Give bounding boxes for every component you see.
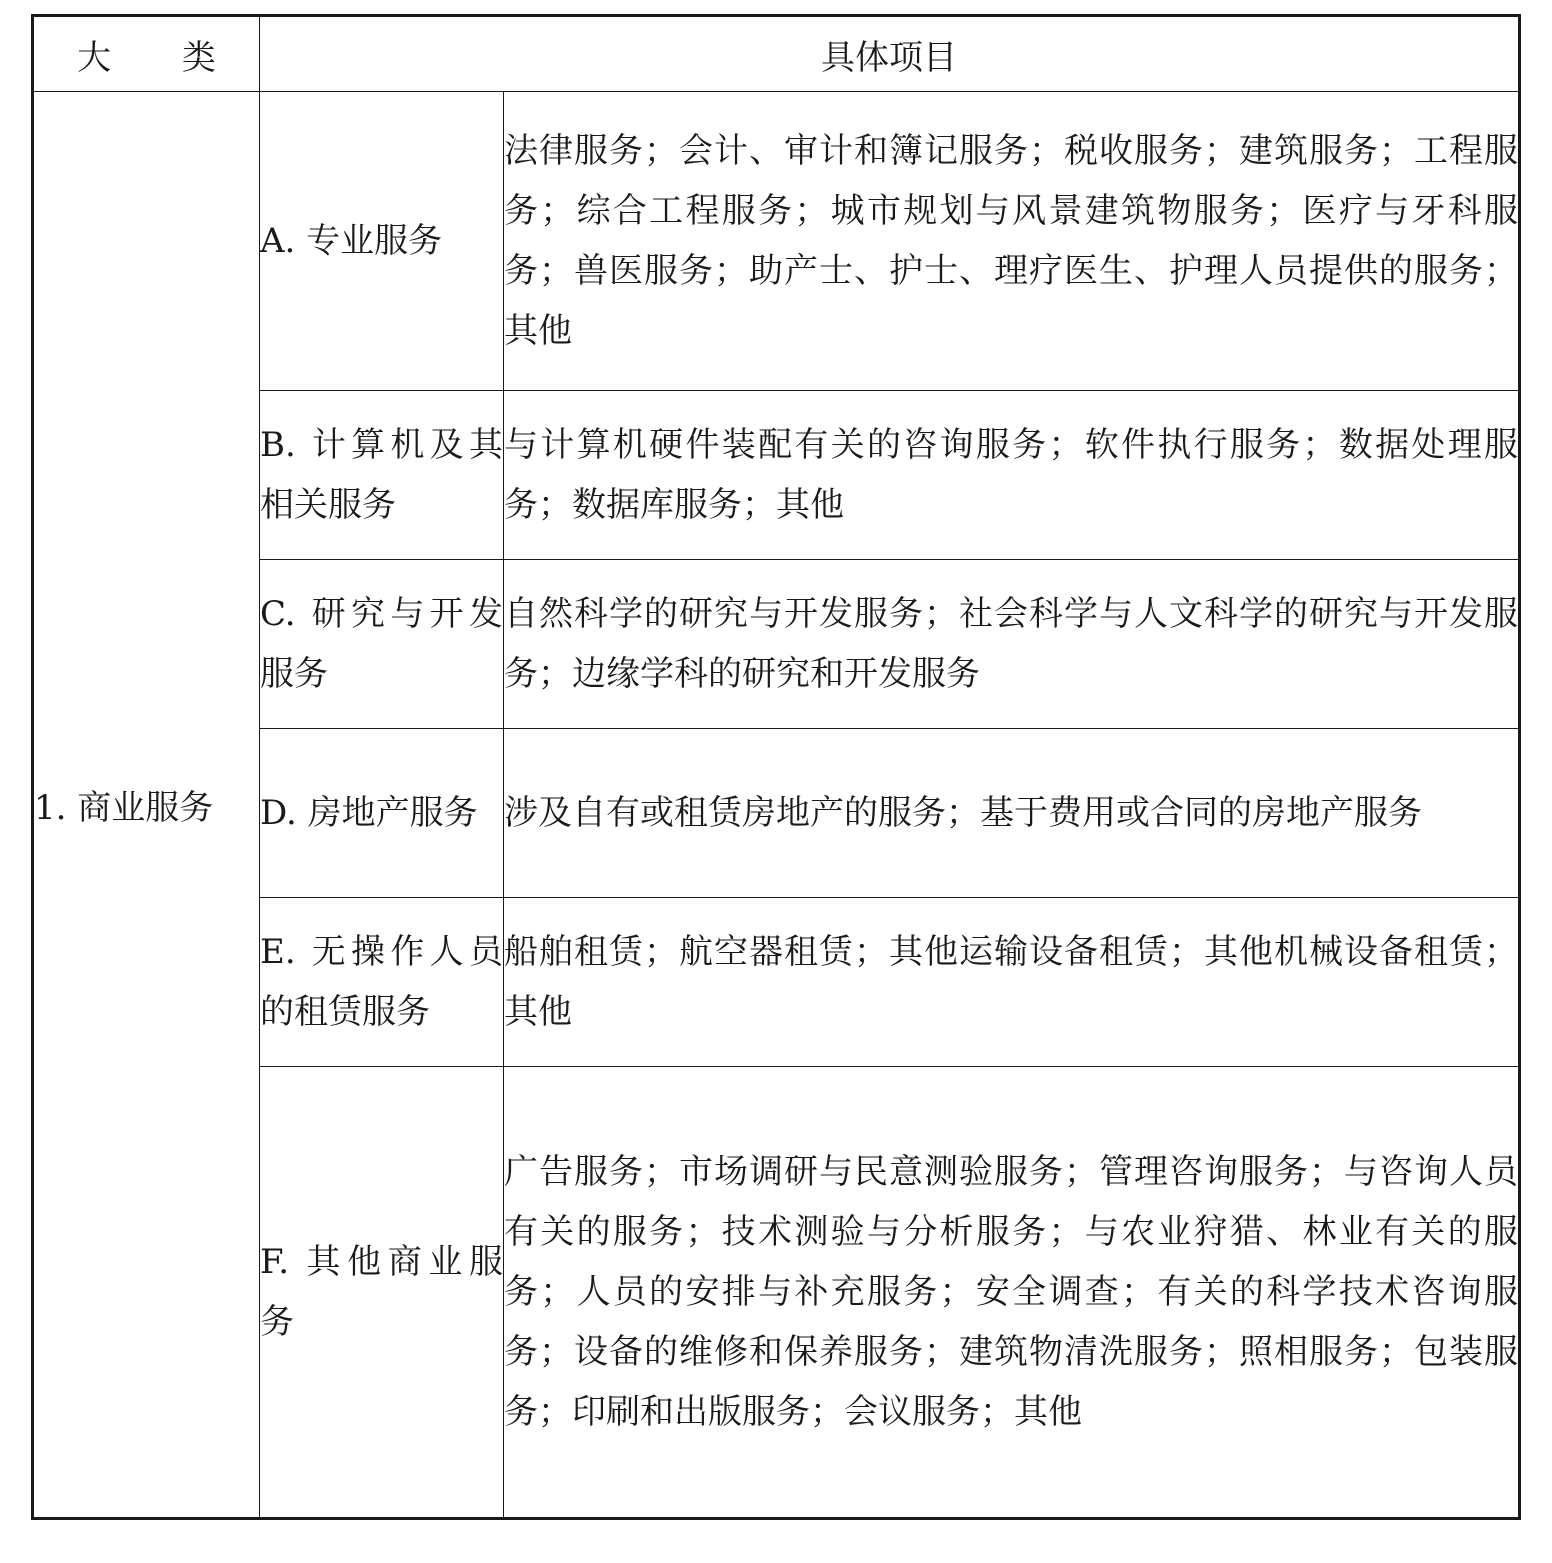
header-major-category: 大 类 (33, 16, 260, 92)
items-cell: 法律服务；会计、审计和簿记服务；税收服务；建筑服务；工程服务；综合工程服务；城市规划与风景建筑物服务；医疗与牙科服务；兽医服务；助产士、护士、理疗医生、护理人员提供的服务；其他 (504, 92, 1520, 391)
major-category-cell: 1. 商业服务 (33, 92, 260, 1519)
subcategory-cell: A. 专业服务 (260, 92, 504, 391)
service-classification-table (31, 14, 1521, 1520)
subcategory-cell: F. 其他商业服务 (260, 1067, 504, 1519)
table-row (33, 92, 1520, 391)
subcategory-cell: E. 无操作人员的租赁服务 (260, 898, 504, 1067)
subcategory-cell: B. 计算机及其相关服务 (260, 391, 504, 560)
items-cell: 涉及自有或租赁房地产的服务；基于费用或合同的房地产服务 (504, 729, 1520, 898)
items-cell: 广告服务；市场调研与民意测验服务；管理咨询服务；与咨询人员有关的服务；技术测验与分析服务；与农业狩猎、林业有关的服务；人员的安排与补充服务；安全调查；有关的科学技术咨询服务；设备的维修和保养服务；建筑物清洗服务；照相服务；包装服务；印刷和出版服务；会议服务；其他 (504, 1067, 1520, 1519)
items-cell: 船舶租赁；航空器租赁；其他运输设备租赁；其他机械设备租赁；其他 (504, 898, 1520, 1067)
items-cell: 与计算机硬件装配有关的咨询服务；软件执行服务；数据处理服务；数据库服务；其他 (504, 391, 1520, 560)
subcategory-cell: C. 研究与开发服务 (260, 560, 504, 729)
items-cell: 自然科学的研究与开发服务；社会科学与人文科学的研究与开发服务；边缘学科的研究和开发服务 (504, 560, 1520, 729)
header-specific-items: 具体项目 (260, 16, 1520, 92)
subcategory-cell: D. 房地产服务 (260, 729, 504, 898)
header-row (33, 16, 1520, 92)
